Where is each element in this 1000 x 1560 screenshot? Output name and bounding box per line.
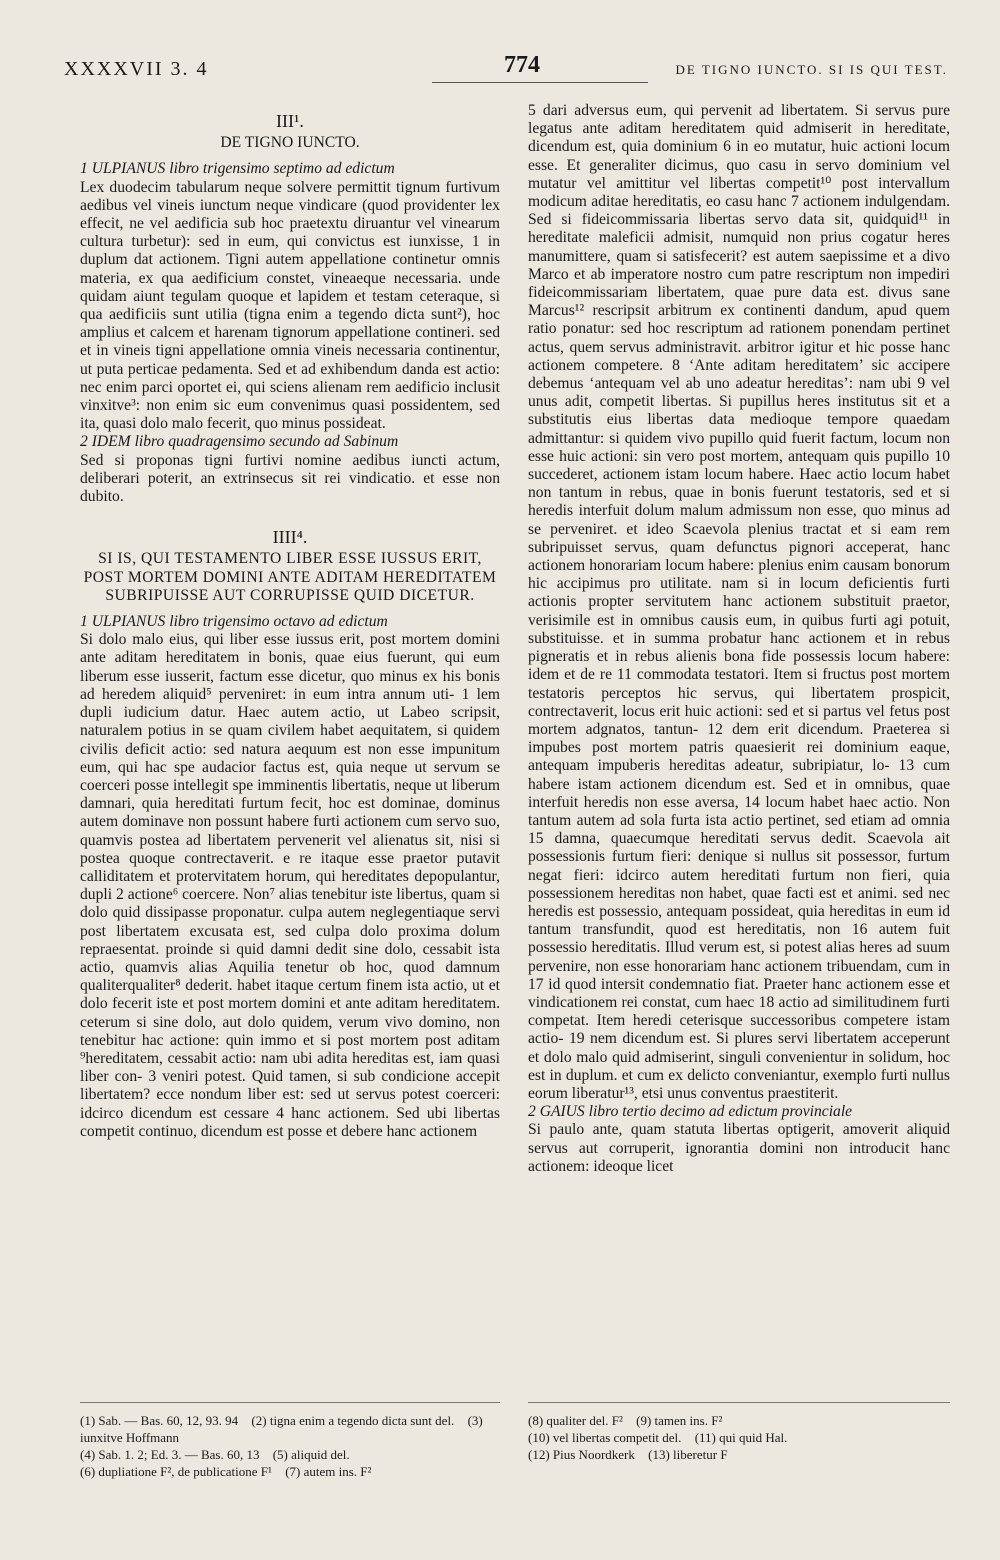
fragment-inscription: 2 IDEM libro quadragensimo secundo ad Sabinum <box>80 433 399 451</box>
footnote: (3) iunxitve Hoffmann <box>80 1413 483 1445</box>
running-header <box>52 52 948 92</box>
right-column <box>528 102 950 1176</box>
footnote: (12) Pius Noordkerk <box>528 1447 635 1462</box>
section-title: SI IS, QUI TESTAMENTO LIBER ESSE IUSSUS ERIT, POST MORTEM DOMINI ANTE ADITAM HEREDITATEM SUBRIPUISSE AUT CORRUPISSE QUID DICETUR. <box>83 550 497 604</box>
footnote: (9) tamen ins. F² <box>636 1413 723 1428</box>
header-left: XXXXVII 3. 4 <box>64 58 209 80</box>
footnote: (11) qui quid Hal. <box>694 1430 788 1445</box>
footnote: (1) Sab. — Bas. 60, 12, 93. 94 <box>80 1413 239 1428</box>
footnote: (13) liberetur F <box>648 1447 728 1462</box>
left-column <box>80 102 500 1141</box>
footnote: (7) autem ins. F² <box>285 1464 372 1479</box>
fragment-text: Si paulo ante, quam statuta libertas optigerit, amoverit aliquid servus aut corruperit, ignorantia domini non introducit hanc actionem: ideoque licet <box>528 1121 950 1175</box>
page-number: 774 <box>504 52 540 78</box>
footnote: (4) Sab. 1. 2; Ed. 3. — Bas. 60, 13 <box>80 1447 260 1462</box>
footnote-rule <box>528 1402 950 1403</box>
header-right: DE TIGNO IUNCTO. SI IS QUI TEST. <box>675 62 948 77</box>
footnotes-left <box>80 1412 500 1480</box>
fragment-inscription: 2 GAIUS libro tertio decimo ad edictum provinciale <box>528 1103 853 1121</box>
footnote-rule <box>80 1402 500 1403</box>
fragment-text: Si dolo malo eius, qui liber esse iussus erit, post mortem domini ante aditam hereditatem in bonis, quae eius fuerunt, qui eum liberum esse iusserit, factum esse dicetur, quo minus ex his bonis ad heredem aliquid⁵ perveniret: in eum intra annum uti- 1 lem dupli iudicium datur. Haec autem actio, ut Labeo scripsit, naturalem potius in se quam civilem habet aequitatem, si quidem civilis deficit actio: sed natura aequum est non esse impunitum eum, qui hac spe audacior factus est, quia neque ut servum se coerceri posse intellegit spe imminentis libertatis, neque ut liberum damnari, quia hereditati furtum fecit, hoc est dominae, dominus autem dominave non possunt habere furti actionem cum servo suo, quamvis postea ad libertatem pervenerit vel alienatus sit, nisi si postea quoque contrectaverit. e re itaque esse praetor putavit calliditatem et protervitatem horum, qui hereditates depopulantur, dupli 2 actione⁶ coercere. Non⁷ alias tenebitur iste libertus, quam si dolo quid dissipasse proponatur. culpa autem neglegentiaque servi post libertatem excusata est, sed culpa dolo proxima dolum repraesentat. proinde si quid damni dedit sine dolo, cessabit ista actio, quamvis alias Aquilia tenetur ob hoc, quod damnum qualiterqualiter⁸ dederit. habet itaque certum finem ista actio, ut et dolo fecerit iste et post mortem domini et ante aditam hereditatem. ceterum si sine dolo, aut dolo quidem, verum vivo domino, non tenebitur hac actione: quin immo et si post mortem post aditam ⁹hereditatem, cessabit actio: nam ubi adita hereditas est, iam quasi liber con- 3 veniri potest. Quid tamen, si sub condicione accepit libertatem? ecce nondum liber est: sed ut servus potest coerceri: idcirco dicendum est cessare 4 hanc actionem. Sed ubi libertas competit continuo, dicendum est posse et debere hanc actionem <box>80 631 500 1140</box>
fragment-text: 5 dari adversus eum, qui pervenit ad libertatem. Si servus pure legatus ante aditam hereditatem quid admiserit in hereditate, dicendum est, quia dominium 6 in eo mutatur, huic actioni locum esse. Et generaliter dicimus, quo casu in servo dominium vel mutatur vel amittitur vel libertas competit¹⁰ post intervallum modicum aditae hereditatis, eo casu hanc 7 actionem indulgendam. Sed si fideicommissaria libertas servo data sit, quidquid¹¹ in hereditate maleficii admisit, numquid non prius cogatur heres manumittere, quam si satisfecerit? est autem saepissime et a divo Marco et ab imperatore nostro cum patre rescriptum non impediri fideicommissariam libertatem, quae pure data est. divus sane Marcus¹² rescripsit arbitrum ex continenti dandum, apud quem ratio ponatur: sed hoc rescriptum ad rationem ponendam pertinet actus, quem servus administravit. arbitror igitur et hic posse hanc actionem competere. 8 ‘Ante aditam hereditatem’ sic accipere debemus ‘antequam vel ab uno adeatur hereditas’: nam ubi 9 vel unus adit, competit libertas. Si pupillus heres institutus sit et a substitutis eius libertas data medioque tempore quaedam admittantur: si quidem vivo pupillo quid fuerit factum, locum non esse huic actioni: sin vero post mortem, antequam quis pupillo 10 succederet, actionem istam locum habere. Haec actio locum habet non tantum in rebus, quae in bonis fuerunt testatoris, sed et si heredis interfuit dolum malum admissum non esse, quo minus ad se perveniret. et ideo Scaevola plenius tractat et si eam rem subripuisset servus, quam defunctus pignori acceperat, hanc actionem honorariam locum habere: plenius enim causam bonorum hic accipimus pro utilitate. nam si in locum deficientis furti actionis propter servitutem hanc actionem substituit praetor, verisimile est in omnibus causis eum, in quibus furti agi potuit, substituisse. et in summa probatur hanc actionem et in rebus pigneratis et in rebus alienis bona fide possessis locum habere: idem et de re 11 commodata testatori. Item si fructus post mortem testatoris perceptos hic servus, qui libertatem prospicit, contrectaverit, locus erit huic actioni: sed et si partus vel fetus post mortem adgnatos, tantun- 12 dem erit dicendum. Praeterea si impubes post mortem patris quaesierit rei dominium eaque, antequam impuberis hereditas adeatur, subripiatur, lo- 13 cum habere istam actionem dicendum est. Sed et in omnibus, quae interfuit heredis non esse aversa, 14 locum habet haec actio. Non tantum autem ad sola furta ista actio pertinet, sed etiam ad omnia 15 damna, quaecumque hereditati servus dedit. Scaevola ait possessionis furtum fieri: denique si nullus sit possessor, furtum negat fieri: idcirco autem hereditati furtum non fieri, quia possessionem hereditas non habet, quae facti est et animi. sed nec heredis est possessio, antequam possideat, quia hereditas in eum id tantum transfundit, quod est hereditatis, non 16 autem fuit possessio hereditatis. Illud verum est, si potest alias heres ad suum pervenire, non esse honorariam hanc actionem tribuendam, cum in 17 id quod intersit condemnatio fiat. Praeter hanc actionem esse et vindicationem rei constat, cum haec 18 actio ad similitudinem furti competat. Item heredi ceterisque successoribus competere istam actio- 19 nem dicendum est. Si plures servi libertatem acceperunt et dolo malo quid admiserint, singuli convenientur in solidum, hoc est in duplum. et cum ex delicto conveniantur, exemplo furti nullus eorum liberatur¹³, etsi unus conventus praestiterit. <box>528 102 950 1102</box>
header-rule <box>432 82 648 83</box>
footnote: (2) tigna enim a tegendo dicta sunt del. <box>251 1413 455 1428</box>
section-number: III¹. <box>276 111 304 131</box>
fragment-text: Sed si proponas tigni furtivi nomine aedibus iuncti actum, deliberari poterit, an extrinsecus sit rei vindicatio. et esse non dubito. <box>80 451 500 506</box>
footnote: (5) aliquid del. <box>272 1447 350 1462</box>
footnote: (6) dupliatione F², de publicatione F¹ <box>80 1464 272 1479</box>
footnotes-right <box>528 1412 950 1463</box>
section-title: DE TIGNO IUNCTO. <box>220 134 360 152</box>
footnote: (8) qualiter del. F² <box>528 1413 623 1428</box>
fragment-inscription: 1 ULPIANUS libro trigensimo septimo ad edictum <box>80 160 395 178</box>
section-number: IIII⁴. <box>272 527 308 548</box>
fragment-inscription: 1 ULPIANUS libro trigensimo octavo ad edictum <box>80 613 388 631</box>
footnote: (10) vel libertas competit del. <box>528 1430 682 1445</box>
fragment-text: Lex duodecim tabularum neque solvere permittit tignum furtivum aedibus vel vineis iunctum neque vindicare (quod providenter lex effecit, ne vel aedificia sub hoc praetextu diruantur vel vinearum cultura turbetur): sed in eum, qui convictus est iunxisse, 1 in duplum dat actionem. Tigni autem appellatione continetur omnis materia, ex qua aedificium constet, vineaeque necessaria. unde quidam aiunt tegulam quoque et lapidem et testam ceteraque, si qua aedificiis sunt utilia (tigna enim a tegendo dicta sunt²), hoc amplius et calcem et harenam tignorum appellatione contineri. sed et in vineis tigni appellatione omnia vineis necessaria continentur, ut puta perticae pedamenta. Sed et ad exhibendum danda est actio: nec enim parci oportet ei, qui sciens alienam rem aedificio inclusit vinxitve³: non enim sic eum convenimus quasi possidentem, sed ita, quasi dolo malo fecerit, quo minus possideat. <box>80 178 500 433</box>
